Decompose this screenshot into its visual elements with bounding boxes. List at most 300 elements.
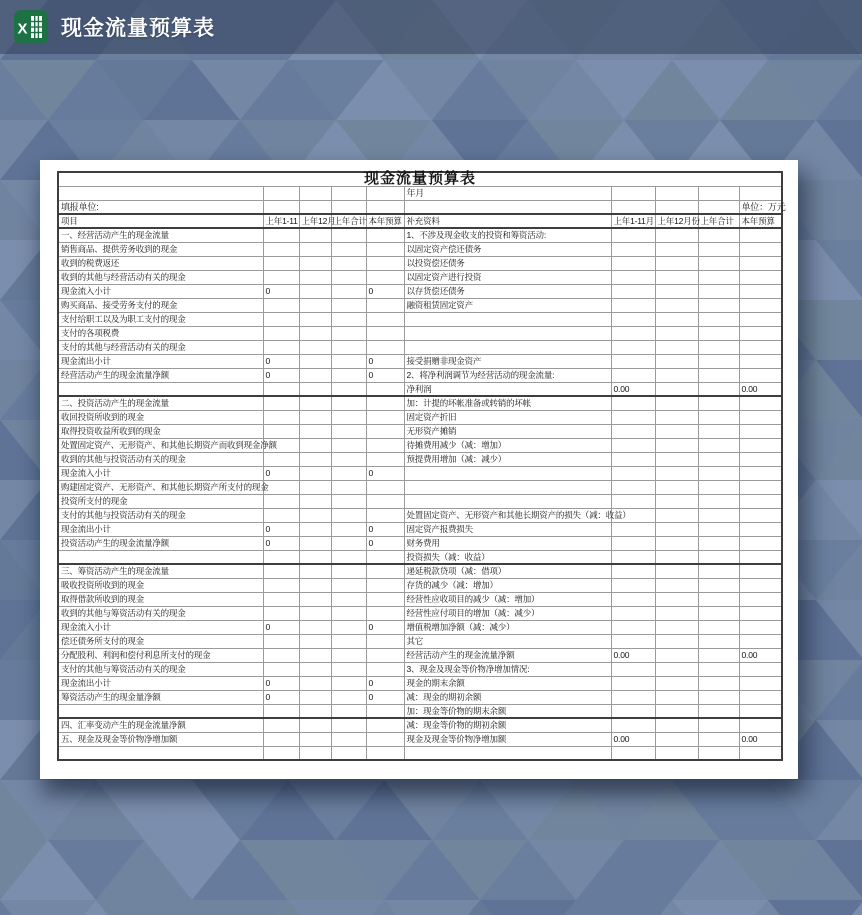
cell-empty: [263, 200, 299, 214]
cell-empty: [655, 298, 698, 312]
cell-value: 0: [366, 536, 404, 550]
table-row: [58, 284, 782, 298]
cell-empty: [739, 410, 782, 424]
table-row: [58, 634, 782, 648]
table-row: [58, 732, 782, 746]
cell-empty: [58, 382, 263, 396]
item-label: 吸收投资所收到的现金: [58, 578, 263, 592]
page-title: 现金流量预算表: [61, 17, 215, 40]
cell-empty: [698, 186, 739, 200]
cell-empty: [366, 494, 404, 508]
cell-empty: [263, 494, 299, 508]
cell-empty: [366, 704, 404, 718]
cell-empty: [263, 508, 299, 522]
cell-empty: [739, 326, 782, 340]
cell-empty: [263, 452, 299, 466]
cell-value: 0: [263, 284, 299, 298]
cell-empty: [263, 578, 299, 592]
cell-empty: [331, 480, 366, 494]
item-label: 经营活动产生的现金流量净额: [58, 368, 263, 382]
cell-empty: [698, 606, 739, 620]
supplement-label: 减：现金的期初余额: [404, 690, 611, 704]
cell-empty: [366, 382, 404, 396]
cell-empty: [331, 522, 366, 536]
table-row: [58, 676, 782, 690]
cell-empty: [698, 592, 739, 606]
item-label: 销售商品、提供劳务收到的现金: [58, 242, 263, 256]
supplement-label: 融资租赁固定资产: [404, 298, 611, 312]
cell-empty: [299, 242, 331, 256]
cell-empty: [366, 746, 404, 760]
cell-empty: [739, 550, 782, 564]
cell-empty: [739, 284, 782, 298]
cell-empty: [331, 340, 366, 354]
cell-empty: [698, 424, 739, 438]
table-row: [58, 368, 782, 382]
cell-empty: [366, 578, 404, 592]
cell-empty: [655, 410, 698, 424]
cell-empty: [404, 340, 611, 354]
cell-empty: [739, 536, 782, 550]
cell-empty: [698, 732, 739, 746]
cell-empty: [655, 186, 698, 200]
cell-empty: [404, 326, 611, 340]
table-row: [58, 606, 782, 620]
cell-empty: [611, 480, 655, 494]
cell-empty: [698, 326, 739, 340]
cell-value: 0: [263, 620, 299, 634]
cell-empty: [299, 480, 331, 494]
cell-empty: [655, 732, 698, 746]
table-row: [58, 354, 782, 368]
item-label: 一、经营活动产生的现金流量: [58, 228, 263, 242]
cell-empty: [655, 536, 698, 550]
cell-empty: [331, 578, 366, 592]
item-label: 购建固定资产、无形资产、和其他长期资产所支付的现金: [58, 480, 263, 494]
table-row: [58, 550, 782, 564]
cell-empty: [299, 592, 331, 606]
cell-empty: [611, 718, 655, 732]
cell-empty: [698, 340, 739, 354]
title-row: [58, 172, 782, 186]
cell-empty: [611, 312, 655, 326]
table-row: [58, 592, 782, 606]
cell-value: 0: [366, 522, 404, 536]
cell-empty: [299, 732, 331, 746]
cell-empty: [331, 200, 366, 214]
cell-empty: [366, 396, 404, 410]
cell-value: 0.00: [611, 732, 655, 746]
cell-empty: [698, 704, 739, 718]
supplement-label: 以存货偿还债务: [404, 284, 611, 298]
cell-empty: [263, 424, 299, 438]
cell-empty: [655, 620, 698, 634]
supplement-label: 财务费用: [404, 536, 611, 550]
item-label: 收到的其他与经营活动有关的现金: [58, 270, 263, 284]
cell-empty: [655, 228, 698, 242]
cell-empty: [611, 256, 655, 270]
cell-empty: [366, 732, 404, 746]
cell-empty: [611, 676, 655, 690]
cell-empty: [611, 620, 655, 634]
supplement-label: 其它: [404, 634, 611, 648]
supplement-label: 净利润: [404, 382, 611, 396]
cell-empty: [739, 298, 782, 312]
cell-value: 0: [263, 676, 299, 690]
cell-empty: [299, 326, 331, 340]
cell-value: 0: [263, 536, 299, 550]
cell-empty: [331, 564, 366, 578]
cell-empty: [739, 480, 782, 494]
cell-empty: [611, 284, 655, 298]
cell-empty: [698, 676, 739, 690]
cell-empty: [698, 746, 739, 760]
cell-empty: [299, 284, 331, 298]
cell-value: 0: [263, 466, 299, 480]
cell-empty: [404, 200, 611, 214]
cell-empty: [739, 368, 782, 382]
cell-empty: [331, 312, 366, 326]
cell-empty: [611, 634, 655, 648]
cell-empty: [611, 270, 655, 284]
cell-empty: [331, 256, 366, 270]
cell-empty: [698, 494, 739, 508]
supplement-label: 经营性应收项目的减少（减：增加）: [404, 592, 611, 606]
cell-empty: [698, 452, 739, 466]
table-row: [58, 312, 782, 326]
excel-icon: [14, 10, 48, 44]
cell-empty: [299, 508, 331, 522]
table-row: [58, 522, 782, 536]
cell-value: 0.00: [611, 648, 655, 662]
cell-empty: [366, 326, 404, 340]
item-label: 二、投资活动产生的现金流量: [58, 396, 263, 410]
table-row: [58, 578, 782, 592]
supplement-label: 减：现金等价物的期初余额: [404, 718, 611, 732]
cell-empty: [299, 676, 331, 690]
supplement-label: 固定资产折旧: [404, 410, 611, 424]
cell-value: 0.00: [739, 382, 782, 396]
cell-value: 0: [366, 690, 404, 704]
unit-row: [58, 200, 782, 214]
supplement-label: 现金的期末余额: [404, 676, 611, 690]
document-page: [40, 160, 798, 779]
item-label: 三、筹资活动产生的现金流量: [58, 564, 263, 578]
cell-empty: [366, 438, 404, 452]
cell-empty: [299, 648, 331, 662]
cell-empty: [655, 634, 698, 648]
cell-empty: [698, 634, 739, 648]
col-header: 上年12月: [299, 214, 331, 228]
cell-value: 0.00: [611, 382, 655, 396]
item-label: 支付的其他与经营活动有关的现金: [58, 340, 263, 354]
cell-empty: [331, 410, 366, 424]
cell-empty: [739, 494, 782, 508]
table-row: [58, 746, 782, 760]
cell-empty: [611, 396, 655, 410]
cell-empty: [299, 550, 331, 564]
item-label: 现金流入小计: [58, 466, 263, 480]
cell-empty: [263, 228, 299, 242]
cell-empty: [366, 592, 404, 606]
cell-empty: [263, 396, 299, 410]
cell-empty: [263, 550, 299, 564]
cell-empty: [698, 466, 739, 480]
cell-empty: [611, 578, 655, 592]
cell-empty: [655, 396, 698, 410]
cell-empty: [404, 312, 611, 326]
cell-empty: [331, 284, 366, 298]
cell-empty: [299, 578, 331, 592]
cell-empty: [655, 494, 698, 508]
cell-empty: [611, 438, 655, 452]
cell-empty: [655, 746, 698, 760]
cell-empty: [366, 508, 404, 522]
cell-empty: [366, 480, 404, 494]
cell-empty: [331, 298, 366, 312]
cell-empty: [366, 648, 404, 662]
cell-empty: [698, 298, 739, 312]
cell-empty: [263, 298, 299, 312]
item-label: 收到的其他与筹资活动有关的现金: [58, 606, 263, 620]
cell-empty: [655, 592, 698, 606]
cell-empty: [611, 494, 655, 508]
cell-empty: [655, 466, 698, 480]
col-header: 上年1-11月: [611, 214, 655, 228]
supplement-label: 无形资产摊销: [404, 424, 611, 438]
cell-empty: [58, 186, 263, 200]
cell-empty: [331, 690, 366, 704]
cell-empty: [655, 312, 698, 326]
cell-empty: [366, 452, 404, 466]
cell-empty: [739, 690, 782, 704]
budget-table: [57, 171, 786, 761]
table-body: [58, 228, 782, 760]
cell-empty: [299, 620, 331, 634]
supplement-label: 接受捐赠非现金资产: [404, 354, 611, 368]
col-header: 本年预算: [366, 214, 404, 228]
cell-empty: [263, 564, 299, 578]
cell-empty: [739, 228, 782, 242]
cell-empty: [263, 270, 299, 284]
cell-empty: [698, 256, 739, 270]
cell-empty: [611, 592, 655, 606]
supplement-label: 处置固定资产、无形资产和其他长期资产的损失（减：收益）: [404, 508, 611, 522]
cell-empty: [299, 564, 331, 578]
cell-empty: [331, 550, 366, 564]
cell-empty: [366, 312, 404, 326]
cell-empty: [739, 312, 782, 326]
cell-empty: [299, 634, 331, 648]
cell-empty: [299, 704, 331, 718]
supplement-label: 待摊费用减少（减：增加）: [404, 438, 611, 452]
cell-empty: [366, 200, 404, 214]
cell-empty: [331, 368, 366, 382]
item-label: 取得借款所收到的现金: [58, 592, 263, 606]
item-label: 偿还债务所支付的现金: [58, 634, 263, 648]
svg-text:X: X: [17, 20, 28, 38]
cell-empty: [263, 256, 299, 270]
cell-empty: [739, 354, 782, 368]
cell-empty: [299, 690, 331, 704]
cell-empty: [698, 550, 739, 564]
cell-empty: [366, 256, 404, 270]
cell-empty: [655, 578, 698, 592]
table-row: [58, 690, 782, 704]
table-row: [58, 536, 782, 550]
cell-empty: [698, 648, 739, 662]
cell-empty: [739, 634, 782, 648]
cell-value: 0: [366, 368, 404, 382]
item-label: 现金流入小计: [58, 620, 263, 634]
cell-value: 0: [366, 676, 404, 690]
cell-empty: [366, 634, 404, 648]
cell-empty: [611, 550, 655, 564]
cell-empty: [404, 480, 611, 494]
item-label: 处置固定资产、无形资产、和其他长期资产而收到现金净额: [58, 438, 263, 452]
cell-empty: [698, 690, 739, 704]
cell-empty: [299, 494, 331, 508]
cell-empty: [611, 564, 655, 578]
cell-value: 0: [263, 522, 299, 536]
cell-empty: [299, 256, 331, 270]
cell-empty: [698, 564, 739, 578]
supplement-label: 以投资偿还债务: [404, 256, 611, 270]
cell-empty: [331, 648, 366, 662]
cell-empty: [655, 256, 698, 270]
cell-empty: [739, 578, 782, 592]
cell-empty: [58, 550, 263, 564]
cell-value: 0: [263, 354, 299, 368]
cell-empty: [739, 452, 782, 466]
cell-empty: [739, 746, 782, 760]
table-row: [58, 508, 782, 522]
col-header: 上年1-11: [263, 214, 299, 228]
cell-empty: [655, 718, 698, 732]
cell-empty: [331, 382, 366, 396]
cell-empty: [611, 606, 655, 620]
cell-empty: [331, 270, 366, 284]
item-label: 投资活动产生的现金流量净额: [58, 536, 263, 550]
cell-value: 0: [263, 690, 299, 704]
cell-empty: [655, 242, 698, 256]
cell-empty: [263, 732, 299, 746]
cell-empty: [366, 186, 404, 200]
cell-empty: [655, 508, 698, 522]
cell-value: 0: [366, 620, 404, 634]
cell-empty: [611, 228, 655, 242]
cell-empty: [611, 466, 655, 480]
item-label: 现金流出小计: [58, 354, 263, 368]
cell-empty: [331, 242, 366, 256]
cell-empty: [698, 368, 739, 382]
cell-empty: [331, 536, 366, 550]
cell-empty: [739, 564, 782, 578]
cell-empty: [331, 676, 366, 690]
item-label: 支付的其他与投资活动有关的现金: [58, 508, 263, 522]
cell-empty: [655, 424, 698, 438]
table-row: [58, 564, 782, 578]
cell-empty: [331, 228, 366, 242]
cell-empty: [611, 242, 655, 256]
table-row: [58, 242, 782, 256]
cell-empty: [698, 620, 739, 634]
item-label: 现金流入小计: [58, 284, 263, 298]
cell-empty: [739, 424, 782, 438]
table-row: [58, 704, 782, 718]
cell-empty: [698, 228, 739, 242]
cell-empty: [299, 298, 331, 312]
cell-empty: [263, 746, 299, 760]
cell-value: 0.00: [739, 648, 782, 662]
cell-empty: [655, 676, 698, 690]
cell-empty: [611, 298, 655, 312]
cell-empty: [331, 186, 366, 200]
cell-empty: [698, 438, 739, 452]
cell-empty: [366, 718, 404, 732]
cell-empty: [331, 326, 366, 340]
item-label: 取得投资收益所收到的现金: [58, 424, 263, 438]
cell-empty: [611, 340, 655, 354]
cell-empty: [366, 606, 404, 620]
cell-value: 0.00: [739, 732, 782, 746]
supplement-label: 经营活动产生的现金流量净额: [404, 648, 611, 662]
supplement-label: 2、将净利润调节为经营活动的现金流量:: [404, 368, 611, 382]
cell-empty: [655, 662, 698, 676]
supplement-label: 1、不涉及现金收支的投资和筹资活动:: [404, 228, 611, 242]
cell-empty: [299, 396, 331, 410]
cell-empty: [331, 494, 366, 508]
cell-empty: [655, 704, 698, 718]
table-row: [58, 298, 782, 312]
cell-empty: [263, 242, 299, 256]
cell-empty: [611, 536, 655, 550]
cell-empty: [611, 690, 655, 704]
cell-empty: [739, 186, 782, 200]
supplement-label: 以固定资产偿还债务: [404, 242, 611, 256]
cell-empty: [366, 242, 404, 256]
cell-empty: [739, 676, 782, 690]
cell-empty: [299, 746, 331, 760]
cell-empty: [263, 704, 299, 718]
cell-empty: [366, 228, 404, 242]
cell-empty: [331, 704, 366, 718]
topbar: [0, 0, 862, 54]
cell-empty: [299, 200, 331, 214]
cell-empty: [331, 452, 366, 466]
cell-empty: [299, 270, 331, 284]
cell-empty: [263, 648, 299, 662]
cell-empty: [331, 424, 366, 438]
report-unit-label: 填报单位:: [58, 200, 263, 214]
cell-empty: [263, 340, 299, 354]
supplement-label: 存货的减少（减：增加）: [404, 578, 611, 592]
cell-empty: [263, 592, 299, 606]
cell-empty: [655, 452, 698, 466]
table-row: [58, 396, 782, 410]
cell-empty: [299, 368, 331, 382]
supplement-label: 递延税款贷项（减：借项）: [404, 564, 611, 578]
cell-empty: [331, 396, 366, 410]
table-row: [58, 466, 782, 480]
cell-empty: [331, 592, 366, 606]
item-label: 现金流出小计: [58, 676, 263, 690]
cell-empty: [331, 438, 366, 452]
supplement-label: 加：计提的坏帐准备或转销的坏帐: [404, 396, 611, 410]
col-header: 上年12月份: [655, 214, 698, 228]
cell-empty: [698, 242, 739, 256]
cell-empty: [366, 270, 404, 284]
